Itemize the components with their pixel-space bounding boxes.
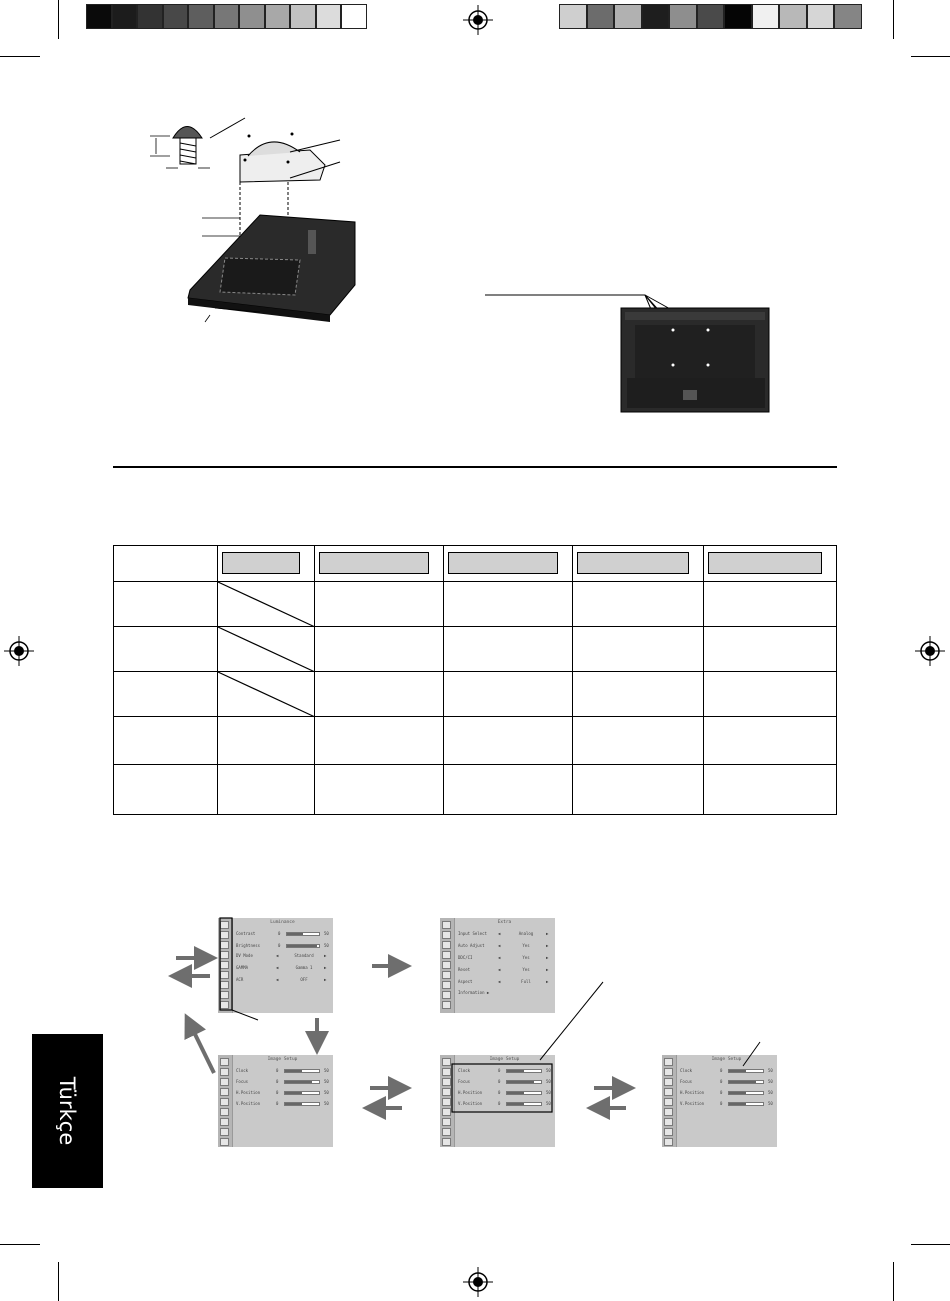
table-cell-diagonal <box>218 627 315 672</box>
section-divider <box>113 466 837 468</box>
osd-row-min: 0 <box>276 1068 279 1073</box>
osd-title: Luminance <box>270 920 295 925</box>
osd-row-min: 0 <box>278 943 281 948</box>
osd-row-label: Brightness <box>236 943 261 948</box>
osd-row-min: 0 <box>498 1068 501 1073</box>
color-swatch <box>834 4 862 29</box>
osd-row-value: Gamma 1 <box>295 965 313 970</box>
osd-row-min: 0 <box>278 931 281 936</box>
osd-row-value: Full <box>521 979 531 984</box>
right-arrow-icon: ▶ <box>546 955 549 960</box>
osd-row-value: Standard <box>294 953 314 958</box>
osd-row-label: Focus <box>680 1079 693 1084</box>
osd-row-value: Analog <box>518 931 534 936</box>
osd-row-label: Focus <box>236 1079 249 1084</box>
osd-row-min: 0 <box>720 1068 723 1073</box>
registration-mark-icon <box>4 636 34 666</box>
osd-row-max: 50 <box>546 1079 551 1084</box>
right-arrow-icon: ▶ <box>546 943 549 948</box>
right-arrow-icon: ▶ <box>546 979 549 984</box>
stand-assembly-illustration <box>140 110 370 330</box>
osd-row-min: 0 <box>720 1090 723 1095</box>
osd-row-max: 50 <box>546 1090 551 1095</box>
color-swatch <box>669 4 697 29</box>
color-swatch <box>265 4 291 29</box>
osd-row-label: DV Mode <box>236 953 253 958</box>
left-arrow-icon: ◀ <box>276 965 279 970</box>
osd-title: Extra <box>497 920 512 925</box>
osd-row-label: Reset <box>458 967 471 972</box>
osd-row-min: 0 <box>498 1101 501 1106</box>
left-arrow-icon: ◀ <box>276 977 279 982</box>
osd-row-label: Auto Adjust <box>458 943 485 948</box>
crop-mark <box>0 1244 40 1245</box>
left-arrow-icon: ◀ <box>498 979 501 984</box>
color-swatch <box>188 4 214 29</box>
crop-mark <box>58 1262 59 1301</box>
osd-row-label: H.Position <box>680 1090 705 1095</box>
table-diagonals <box>113 545 837 815</box>
color-swatch <box>137 4 163 29</box>
crop-mark <box>893 0 894 39</box>
osd-row-min: 0 <box>498 1090 501 1095</box>
crop-mark <box>0 56 40 57</box>
osd-row-max: 50 <box>324 943 329 948</box>
osd-row-min: 0 <box>276 1079 279 1084</box>
osd-row-label: H.Position <box>236 1090 261 1095</box>
right-arrow-icon: ▶ <box>546 967 549 972</box>
right-arrow-icon: ▶ <box>324 977 327 982</box>
osd-row-label: DDC/CI <box>458 955 473 960</box>
crop-mark <box>893 1262 894 1301</box>
color-swatch <box>341 4 367 29</box>
osd-row-max: 50 <box>546 1101 551 1106</box>
osd-row-max: 50 <box>768 1079 773 1084</box>
osd-title: Image Setup <box>267 1057 298 1062</box>
osd-row-max: 50 <box>768 1068 773 1073</box>
table-cell-diagonal <box>218 672 315 717</box>
osd-row-label: Contrast <box>236 931 256 936</box>
osd-row-max: 50 <box>324 1090 329 1095</box>
osd-row-min: 0 <box>720 1079 723 1084</box>
osd-row-min: 0 <box>498 1079 501 1084</box>
screw-icon <box>150 127 210 169</box>
osd-row-label: V.Position <box>680 1101 705 1106</box>
color-swatch <box>559 4 587 29</box>
specification-table <box>113 545 837 815</box>
osd-row-label: ACR <box>236 977 244 982</box>
osd-row-min: 0 <box>720 1101 723 1106</box>
color-swatch <box>163 4 189 29</box>
color-swatch <box>752 4 780 29</box>
osd-row-value: Yes <box>522 943 530 948</box>
left-arrow-icon: ◀ <box>498 931 501 936</box>
osd-row-label: GAMMA <box>236 965 249 970</box>
osd-information-row: Information ▶ <box>458 990 490 995</box>
osd-row-label: Clock <box>680 1068 693 1073</box>
osd-title: Image Setup <box>489 1057 520 1062</box>
registration-mark-icon <box>463 1267 493 1297</box>
left-arrow-icon: ◀ <box>498 955 501 960</box>
right-arrow-icon: ▶ <box>546 931 549 936</box>
color-swatch <box>86 4 112 29</box>
left-arrow-icon: ◀ <box>498 967 501 972</box>
osd-row-label: Input Select <box>458 931 487 936</box>
color-swatch <box>587 4 615 29</box>
crop-mark <box>911 56 950 57</box>
osd-row-max: 50 <box>324 1079 329 1084</box>
color-swatch <box>214 4 240 29</box>
osd-title: Image Setup <box>711 1057 742 1062</box>
left-arrow-icon: ◀ <box>276 953 279 958</box>
osd-row-min: 0 <box>276 1090 279 1095</box>
osd-row-max: 50 <box>324 1101 329 1106</box>
color-swatch <box>724 4 752 29</box>
osd-row-label: Focus <box>458 1079 471 1084</box>
monitor-back-illustration <box>485 290 775 415</box>
crop-mark <box>58 0 59 39</box>
osd-row-min: 0 <box>276 1101 279 1106</box>
color-swatch <box>807 4 835 29</box>
osd-row-value: OFF <box>300 977 308 982</box>
color-swatch <box>112 4 138 29</box>
osd-row-label: V.Position <box>236 1101 261 1106</box>
registration-mark-icon <box>463 5 493 35</box>
osd-row-label: H.Position <box>458 1090 483 1095</box>
osd-row-max: 50 <box>324 1068 329 1073</box>
color-swatch <box>614 4 642 29</box>
osd-row-value: Yes <box>522 967 530 972</box>
osd-row-max: 50 <box>324 931 329 936</box>
color-swatch <box>239 4 265 29</box>
table-cell-diagonal <box>218 582 315 627</box>
right-arrow-icon: ▶ <box>324 953 327 958</box>
osd-row-label: Clock <box>458 1068 471 1073</box>
color-swatch <box>642 4 670 29</box>
osd-row-label: Clock <box>236 1068 249 1073</box>
osd-row-max: 50 <box>768 1101 773 1106</box>
right-arrow-icon: ▶ <box>324 965 327 970</box>
language-tab-label: Türkçe <box>55 1076 79 1146</box>
color-swatch <box>697 4 725 29</box>
left-arrow-icon: ◀ <box>498 943 501 948</box>
color-swatch <box>779 4 807 29</box>
osd-navigation-arrows <box>0 900 950 1160</box>
registration-mark-icon <box>915 636 945 666</box>
osd-row-label: Aspect <box>458 979 473 984</box>
crop-mark <box>911 1244 950 1245</box>
color-swatch <box>290 4 316 29</box>
osd-row-max: 50 <box>546 1068 551 1073</box>
osd-row-value: Yes <box>522 955 530 960</box>
osd-row-max: 50 <box>768 1090 773 1095</box>
color-swatch <box>316 4 342 29</box>
osd-row-label: V.Position <box>458 1101 483 1106</box>
